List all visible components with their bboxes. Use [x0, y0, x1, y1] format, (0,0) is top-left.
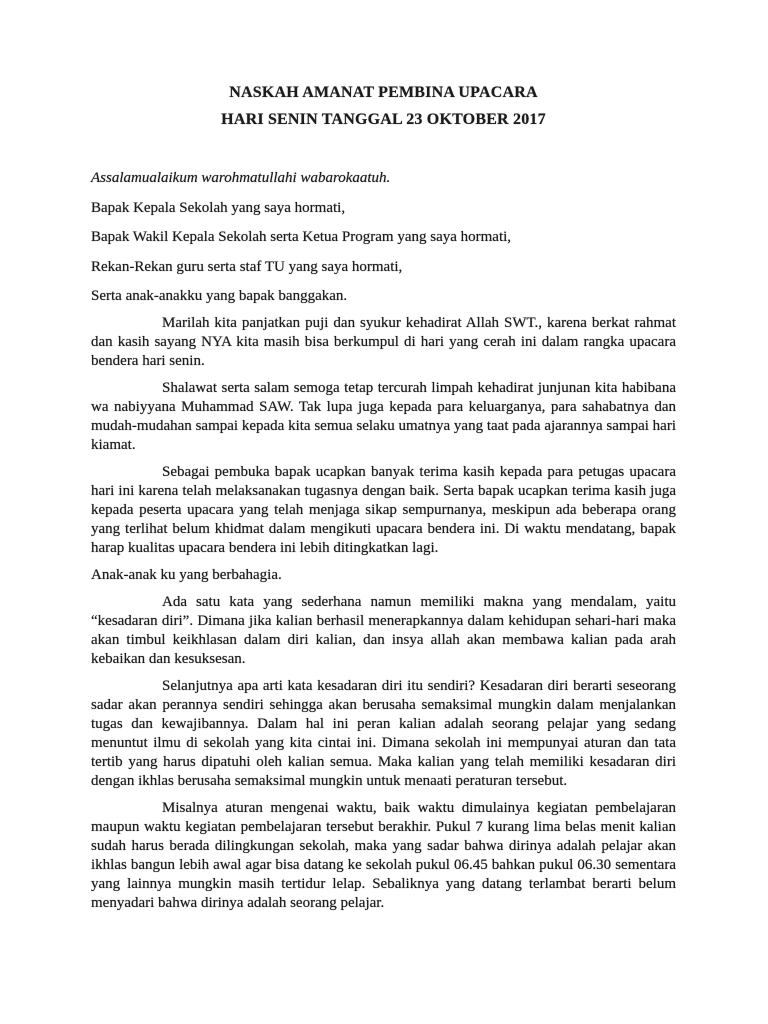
- body-paragraph-kesadaran-diri-meaning: Selanjutnya apa arti kata kesadaran diri itu sendiri? Kesadaran diri berarti seseorang sadar akan perannya sendiri sehingga akan berusaha semaksimal mungkin dalam menjalankan tugas dan kewajibannya. Dalam hal ini peran kalian adalah seorang pelajar yang sedang menuntut ilmu di sekolah yang kita cintai ini. Dimana sekolah ini mempunyai aturan dan tata tertib yang harus dipatuhi oleh kalian semua. Maka kalian yang telah memiliki kesadaran diri dengan ikhlas berusaha semaksimal mungkin untuk menaati peraturan tersebut.: [91, 678, 676, 789]
- body-paragraph-kesadaran-diri-intro: Ada satu kata yang sederhana namun memiliki makna yang mendalam, yaitu “kesadaran diri”. Dimana jika kalian berhasil menerapkannya dalam kehidupan sehari-hari maka akan timbul keikhlasan dalam diri kalian, dan insya allah akan membawa kalian pada arah kebaikan dan kesuksesan.: [91, 594, 676, 667]
- document-title: NASKAH AMANAT PEMBINA UPACARA: [229, 84, 538, 101]
- salutation-line: Assalamualaikum warohmatullahi wabarokaatuh.: [91, 170, 391, 186]
- body-paragraph-time-rules-example: Misalnya aturan mengenai waktu, baik waktu dimulainya kegiatan pembelajaran maupun waktu kegiatan pembelajaran tersebut berakhir. Pukul 7 kurang lima belas menit kalian sudah harus berada dilingkungan sekolah, maka yang sadar bahwa dirinya adalah pelajar akan ikhlas bangun lebih awal agar bisa datang ke sekolah pukul 06.45 bahkan pukul 06.30 sementara yang lainnya mungkin masih tertidur lelap. Sebaliknya yang datang terlambat berarti belum menyadari bahwa dirinya adalah seorang pelajar.: [91, 800, 676, 911]
- body-paragraph-opening-thanks: Sebagai pembuka bapak ucapkan banyak terima kasih kepada para petugas upacara hari ini karena telah melaksanakan tugasnya dengan baik. Serta bapak ucapkan terima kasih juga kepada peserta upacara yang telah menjaga sikap sempurnanya, meskipun ada beberapa orang yang terlihat belum khidmat dalam mengikuti upacara bendera ini. Di waktu mendatang, bapak harap kualitas upacara bendera ini lebih ditingkatkan lagi.: [91, 464, 676, 556]
- body-paragraph-shalawat: Shalawat serta salam semoga tetap tercurah limpah kehadirat junjunan kita habibana wa nabiyyana Muhammad SAW. Tak lupa juga kepada para keluarganya, para sahabatnya dan mudah-mudahan sampai kepada kita semua selaku umatnya yang taat pada ajarannya sampai hari kiamat.: [91, 380, 676, 453]
- greeting-line-headmaster: Bapak Kepala Sekolah yang saya hormati,: [91, 199, 346, 216]
- greeting-line-students: Serta anak-anakku yang bapak banggakan.: [91, 288, 348, 304]
- document-date-line: HARI SENIN TANGGAL 23 OKTOBER 2017: [221, 111, 546, 128]
- greeting-line-teachers: Rekan-Rekan guru serta staf TU yang saya hormati,: [91, 258, 403, 275]
- body-paragraph-gratitude: Marilah kita panjatkan puji dan syukur kehadirat Allah SWT., karena berkat rahmat dan kasih sayang NYA kita masih bisa berkumpul di hari yang cerah ini dalam rangka upacara bendera hari senin.: [91, 315, 676, 369]
- greeting-line-vice-headmaster: Bapak Wakil Kepala Sekolah serta Ketua Program yang saya hormati,: [91, 229, 512, 245]
- interlude-line: Anak-anak ku yang berbahagia.: [91, 567, 282, 583]
